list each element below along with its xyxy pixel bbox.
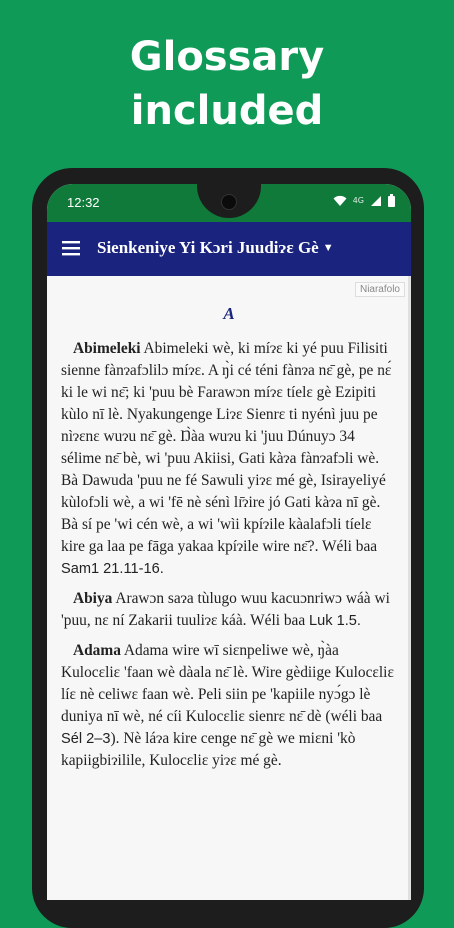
promo-line-2: included	[130, 88, 324, 134]
book-selector[interactable]	[97, 238, 334, 258]
camera-notch	[197, 184, 261, 218]
entry-definition-continued: ). Nè láɂa kire cenge nɛ̄ gè we miɛni 'kò kapiigbiɂilile, Kulocɛliɛ yiɂɛ mé gè.	[61, 730, 356, 769]
menu-icon[interactable]	[61, 238, 81, 258]
language-badge[interactable]: Niarafolo	[355, 282, 405, 297]
entry-reference-link[interactable]: Sél 2–3	[61, 731, 111, 747]
glossary-entry	[61, 338, 397, 580]
status-time: 12:32	[67, 195, 100, 210]
promo-line-1: Glossary	[129, 34, 325, 80]
glossary-content[interactable]	[47, 276, 411, 900]
entry-term: Adama	[73, 642, 121, 659]
status-icons	[333, 194, 395, 207]
dropdown-caret-icon: ▼	[322, 242, 334, 254]
entry-definition: Arawɔn saɂa tùlugo wuu kacuɔnriwɔ wáà wi 'puu, nɛ ní Zakarii tuuliɂɛ káà. Wéli baa	[61, 590, 390, 629]
glossary-entry	[61, 640, 397, 772]
entry-reference-link[interactable]: Luk 1.5.	[309, 613, 361, 629]
glossary-entries	[61, 338, 397, 780]
scrollbar[interactable]	[408, 276, 411, 900]
promo-headline	[0, 30, 454, 138]
entry-term: Abimeleki	[73, 340, 141, 357]
section-letter: A	[223, 304, 235, 323]
wifi-icon	[333, 195, 347, 207]
book-title: Sienkeniye Yi Kɔri Juudiɂɛ Gè	[97, 238, 319, 257]
phone-screen	[47, 184, 411, 900]
entry-definition: Adama wire wī siɛnpeliwe wè, ŋ̀àa Kulocɛliɛ 'faan wè dàala nɛ̄ lè. Wire gèdiige Kulocɛliɛ líɛ nè celiwɛ faan wè. Peli siin pe 'kapiile nyɔ́gɔ lè duniya nī wè, né cíi Kulocɛliɛ sienrɛ nɛ̄ dè (wéli baa	[61, 642, 394, 725]
camera-icon	[221, 194, 237, 210]
entry-reference-link[interactable]: Sam1 21.11-16.	[61, 561, 164, 577]
battery-icon	[388, 194, 395, 207]
status-bar	[47, 184, 411, 222]
app-bar	[47, 222, 411, 276]
glossary-entry	[61, 588, 397, 632]
entry-definition: Abimeleki wè, ki míɂɛ ki yé puu Filisiti sienne fànɂafɔlilɔ míɂɛ. A ŋ̀i cé téni fànɂa nɛ̄ gè, pe nɛ́ ki le wi nɛ̄; ki 'puu bè Farawɔn míɂɛ tíelɛ gè Ezipiti kùlo nī lè. Nyakungenge Liɂɛ Sienrɛ ti nyénì juu pe nìɂɛnɛ wuɂu nɛ̄ gè. Ŋ̀àa wuɂu ki 'juu Ŋúnuyɔ 34 sélime nɛ̄ bè, wi 'puu Akiisi, Gati kàɂa fànɂafɔli wè. Bà Dawuda 'puu ne fé Sawuli yiɂɛ mé gè, Isirayeliyé kùlofɔli wè, a wi 'fē nè sénì lɪ̄ɂire jó Gati kàɂa nī gè. Bà sí pe 'wi cén wè, a wi 'wìi kpíɂile kàalafɔli tíelɛ kire ga laa pe fāga yakaa kpíɂile wire nɛ̄?. Wéli baa	[61, 340, 392, 555]
signal-label: 4G	[352, 196, 364, 205]
entry-term: Abiya	[73, 590, 113, 607]
signal-icon	[370, 195, 382, 207]
